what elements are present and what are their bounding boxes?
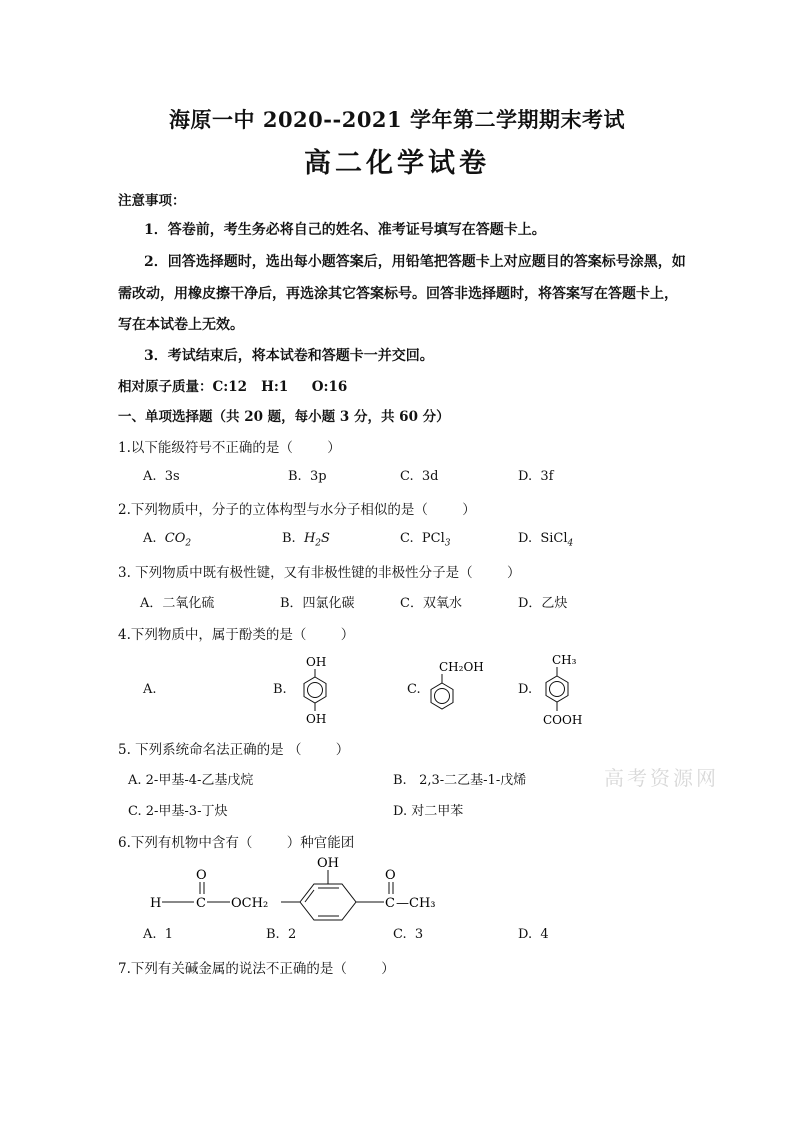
question-6-stem: 6.下列有机物中含有（ ）种官能团 xyxy=(118,835,355,851)
q2-option-b-formula-2: S xyxy=(321,531,330,546)
q2-option-c-subscript: 3 xyxy=(444,538,451,549)
q6-h: H xyxy=(150,896,162,911)
notes-item-2-line-3: 写在本试卷上无效。 xyxy=(118,317,244,333)
notes-heading: 注意事项： xyxy=(118,193,186,209)
watermark: 高考资源网 xyxy=(604,766,719,790)
q2-option-b xyxy=(282,531,330,549)
q6-option-d: D. 4 xyxy=(518,927,549,942)
q4-option-d-label: D. xyxy=(518,682,533,697)
q1-option-c: C. 3d xyxy=(400,469,439,484)
benzyl-alcohol-structure xyxy=(422,655,492,720)
q4-option-a-label: A. xyxy=(143,682,157,697)
q2-option-d xyxy=(518,531,573,549)
q2-option-b-formula-1: H xyxy=(303,531,316,546)
notes-item-2-line-1: 2．回答选择题时，选出每小题答案后，用铅笔把答题卡上对应题目的答案标号涂黑，如 xyxy=(144,254,686,270)
atomic-mass-line: 相对原子质量：C:12 H:1 O:16 xyxy=(118,379,348,395)
notes-item-1: 1．答卷前，考生务必将自己的姓名、准考证号填写在答题卡上。 xyxy=(144,222,546,238)
q3-option-c: C．双氧水 xyxy=(400,596,462,611)
q1-option-a: A. 3s xyxy=(143,469,180,484)
exam-title: 海原一中 2020--2021 学年第二学期期末考试 xyxy=(169,107,625,132)
q2-option-a-label: A. xyxy=(143,531,157,546)
q3-option-a: A．二氧化硫 xyxy=(140,596,215,611)
question-7-stem: 7.下列有关碱金属的说法不正确的是（ ） xyxy=(118,961,395,977)
section-heading: 一、单项选择题（共 20 题，每小题 3 分，共 60 分） xyxy=(118,409,450,425)
q6-ch3: —CH₃ xyxy=(396,896,436,911)
q6-option-a: A. 1 xyxy=(143,927,174,942)
q5-option-c: C. 2-甲基-3-丁炔 xyxy=(128,804,228,819)
question-5-stem: 5. 下列系统命名法正确的是 （ ） xyxy=(118,742,350,758)
q6-option-b: B. 2 xyxy=(266,927,297,942)
q6-oh: OH xyxy=(317,856,339,871)
q1-option-b: B. 3p xyxy=(288,469,327,484)
toluic-acid-structure xyxy=(535,650,610,730)
q2-option-b-label: B. xyxy=(282,531,296,546)
q4-b-oh-top: OH xyxy=(306,655,327,669)
q6-och2: OCH₂ xyxy=(231,896,269,911)
q5-option-b: B. 2,3-二乙基-1-戊烯 xyxy=(393,773,527,788)
q2-option-a-subscript: 2 xyxy=(185,538,192,549)
q2-option-a xyxy=(143,531,191,549)
q4-d-cooh: COOH xyxy=(543,713,583,727)
question-2-stem: 2.下列物质中，分子的立体构型与水分子相似的是（ ） xyxy=(118,502,476,518)
q4-option-b-label: B. xyxy=(273,682,287,697)
q4-option-c-label: C. xyxy=(407,682,421,697)
hydroquinone-structure xyxy=(290,650,340,730)
question-1-stem: 1.以下能级符号不正确的是（ ） xyxy=(118,440,341,456)
q5-option-a: A. 2-甲基-4-乙基戊烷 xyxy=(128,773,254,788)
exam-subtitle: 高二化学试卷 xyxy=(304,148,490,179)
q2-option-a-formula: CO xyxy=(164,531,186,546)
q2-option-b-subscript: 2 xyxy=(315,538,322,549)
question-3-stem: 3. 下列物质中既有极性键，又有非极性键的非极性分子是（ ） xyxy=(118,565,521,581)
q2-option-d-subscript: 4 xyxy=(567,538,574,549)
question-4-stem: 4.下列物质中，属于酚类的是（ ） xyxy=(118,627,355,643)
q6-option-c: C. 3 xyxy=(393,927,424,942)
q3-option-d: D．乙炔 xyxy=(518,596,568,611)
q6-structure xyxy=(140,852,480,922)
q2-option-c xyxy=(400,531,450,549)
q2-option-c-label: C. xyxy=(400,531,414,546)
q6-c-right: C xyxy=(385,896,395,911)
q3-option-b: B．四氯化碳 xyxy=(280,596,355,611)
q6-c: C xyxy=(196,896,206,911)
q4-d-ch3: CH₃ xyxy=(552,653,577,667)
notes-item-2-line-2: 需改动，用橡皮擦干净后，再选涂其它答案标号。回答非选择题时，将答案写在答题卡上， xyxy=(118,286,678,302)
q2-option-d-label: D. xyxy=(518,531,533,546)
q6-o-top: O xyxy=(196,868,207,883)
q4-b-oh-bottom: OH xyxy=(306,712,327,726)
q6-o-right: O xyxy=(385,868,396,883)
notes-item-3: 3．考试结束后，将本试卷和答题卡一并交回。 xyxy=(144,348,434,364)
q2-option-c-formula: PCl xyxy=(421,531,445,546)
q5-option-d: D. 对二甲苯 xyxy=(393,804,464,819)
q1-option-d: D. 3f xyxy=(518,469,554,484)
q4-c-ch2oh: CH₂OH xyxy=(439,660,484,674)
q2-option-d-formula: SiCl xyxy=(540,531,568,546)
